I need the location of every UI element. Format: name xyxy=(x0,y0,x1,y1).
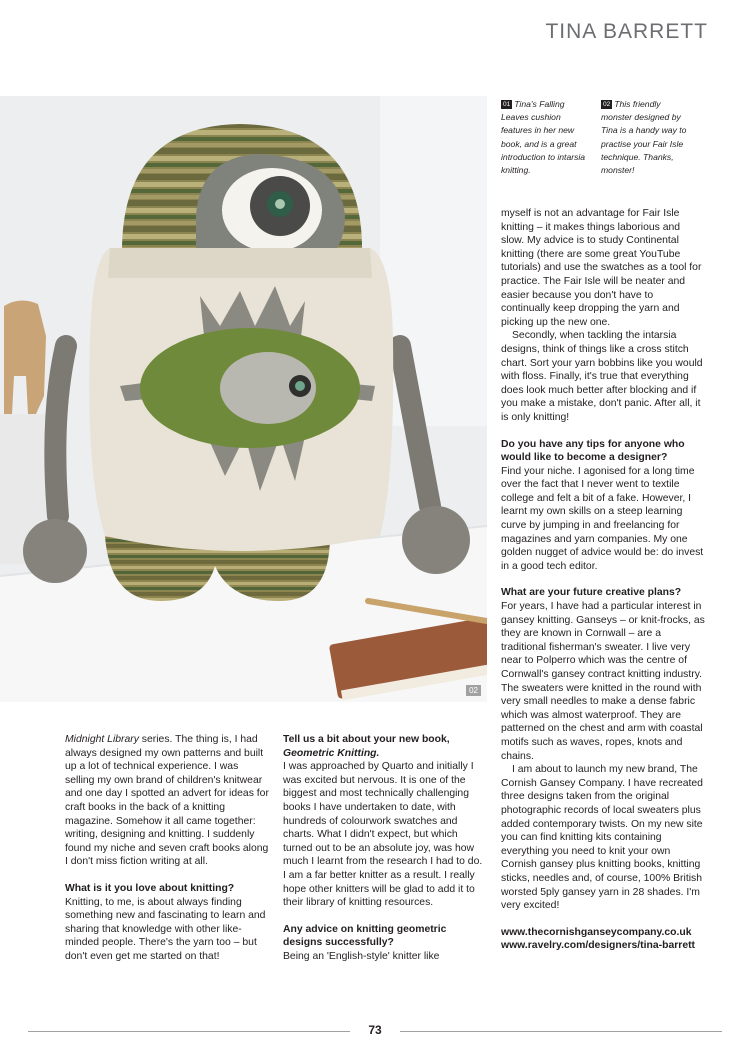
paragraph: Knitting, to me, is about always finding something new and fascinating to learn and sharing that knowledge with other like-minded people. There's the yarn too – but don't even get me started on that! xyxy=(65,896,266,962)
paragraph: Find your niche. I agonised for a long time over the fact that I never went to textile college and felt a bit of a fake. However, I learnt my own skills on a steep learning curve by jumping in and freelancing for magazines and yarn companies. My one golden nugget of advice would be: do invest in a good tech editor. xyxy=(501,465,704,572)
caption-number: 01 xyxy=(503,101,511,108)
page-number-text: 73 xyxy=(360,1023,389,1037)
paragraph: I was approached by Quarto and initially I was excited but nervous. It is one of the biggest and most technically challenging books I have undertaken to date, with hundreds of colourwork swatches and charts. What I didn't expect, but which turned out to be an absolute joy, was how much I learnt from the research I had to do. I am a far better knitter as a result. I really hope other knitters will be glad to add it to their library of knitting resources. xyxy=(283,761,483,909)
paragraph: I am about to launch my new brand, The Cornish Gansey Company. I have recreated three designs taken from the original photographic records of local sweaters plus added contemporary twists. On my new site you can find knitting kits containing everything you need to knit your own Cornish gansey plus knitting books, knitting sticks, needles and, of course, 100% British worsted 5ply gansey yarn in 28 shades. I'm very excited! xyxy=(501,764,703,912)
caption-02 xyxy=(601,98,689,177)
question-heading: Any advice on knitting geometric designs successfully? xyxy=(283,923,447,949)
paragraph xyxy=(65,733,270,869)
ravelry-link[interactable]: www.ravelry.com/designers/tina-barrett xyxy=(501,940,696,952)
question-text: Tell us a bit about your new book, xyxy=(283,734,450,745)
paragraph-text: series. The thing is, I had always designed my own patterns and built up a lot of technical experience. I was selling my own brand of children's knitwear and one day I spotted an advert for ideas for craft books in the back of a knitting magazine. Somehow it all came together: writing, designing and knitting. I suddenly found my niche and seven craft books along I don't miss fiction writing at all. xyxy=(65,734,269,868)
book-title: Geometric Knitting. xyxy=(283,747,380,759)
author-header: TINA BARRETT xyxy=(545,20,708,43)
article-column-2 xyxy=(283,733,488,964)
caption-text: Tina's Falling Leaves cushion features in her new book, and is a great introduction to intarsia knitting. xyxy=(501,99,586,176)
paragraph: For years, I have had a particular interest in gansey knitting. Ganseys – or knit-frocks, as they are known in Cornwall – are a traditional fisherman's sweater. I live very near to Polperro which was the centre of Cornwall's gansey contract knitting industry. The sweaters were knitted in the round with very small needles to make a dense fabric which was almost waterproof. They are patterned on the chest and arm with coastal motifs such as waves, ropes, knots and chains. xyxy=(501,601,705,762)
page-number xyxy=(0,1023,750,1037)
article-column-1 xyxy=(65,733,270,964)
article-column-3 xyxy=(501,207,705,953)
question-heading: What are your future creative plans? xyxy=(501,587,682,599)
monster-photo xyxy=(0,96,487,702)
caption-01 xyxy=(501,98,589,177)
series-title: Midnight Library xyxy=(65,734,139,745)
photo-number-label: 02 xyxy=(466,685,481,696)
question-heading: Do you have any tips for anyone who would like to become a designer? xyxy=(501,438,685,464)
paragraph: Being an 'English-style' knitter like xyxy=(283,950,440,962)
caption-number: 02 xyxy=(603,101,611,108)
caption-text: This friendly monster designed by Tina is a handy way to practise your Fair Isle technique. Thanks, monster! xyxy=(601,99,687,176)
paragraph: myself is not an advantage for Fair Isle knitting – it makes things laborious and slow. My advice is to study Continental knitting (there are some great YouTube tutorials) and use the swatches as a tool for practice. The Fair Isle will be neater and easier because you don't have to continually keep dropping the yarn and picking up the new one. xyxy=(501,208,702,328)
question-heading xyxy=(283,733,488,760)
question-heading: What is it you love about knitting? xyxy=(65,882,235,894)
paragraph: Secondly, when tackling the intarsia designs, think of things like a cross stitch chart. Sort your yarn bobbins like you would with floss. Finally, it's true that everything does look much better after blocking and if you make a mistake, don't panic. After all, it is only knitting! xyxy=(501,330,703,423)
knitted-monster-illustration xyxy=(0,96,487,702)
website-link[interactable]: www.thecornishganseycompany.co.uk xyxy=(501,926,692,938)
